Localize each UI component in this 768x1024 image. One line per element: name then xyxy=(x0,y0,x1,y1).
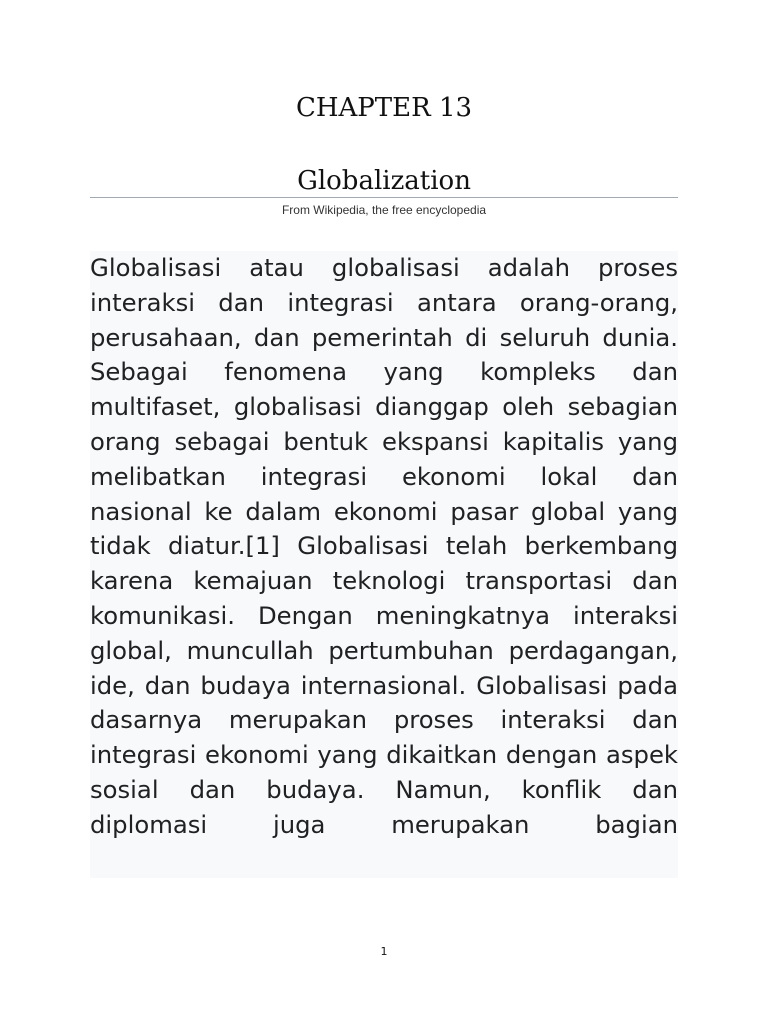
chapter-title: CHAPTER 13 xyxy=(295,93,473,123)
source-line: From Wikipedia, the free encyclopedia xyxy=(281,203,487,217)
body-text-block xyxy=(90,251,678,878)
article-title: Globalization xyxy=(297,166,471,196)
page-number: 1 xyxy=(380,945,388,958)
title-divider xyxy=(90,197,678,198)
body-paragraph: Globalisasi atau globalisasi adalah proses interaksi dan integrasi antara orang-orang, perusahaan, dan pemerintah di seluruh dunia. Sebagai fenomena yang kompleks dan multifaset, globalisasi dianggap oleh sebagian orang sebagai bentuk ekspansi kapitalis yang melibatkan integrasi ekonomi lokal dan nasional ke dalam ekonomi pasar global yang tidak diatur.[1] Globalisasi telah berkembang karena kemajuan teknologi transportasi dan komunikasi. Dengan meningkatnya interaksi global, muncullah pertumbuhan perdagangan, ide, dan budaya internasional. Globalisasi pada dasarnya merupakan proses interaksi dan integrasi ekonomi yang dikaitkan dengan aspek sosial dan budaya. Namun, konflik dan diplomasi juga merupakan bagian xyxy=(90,253,678,839)
